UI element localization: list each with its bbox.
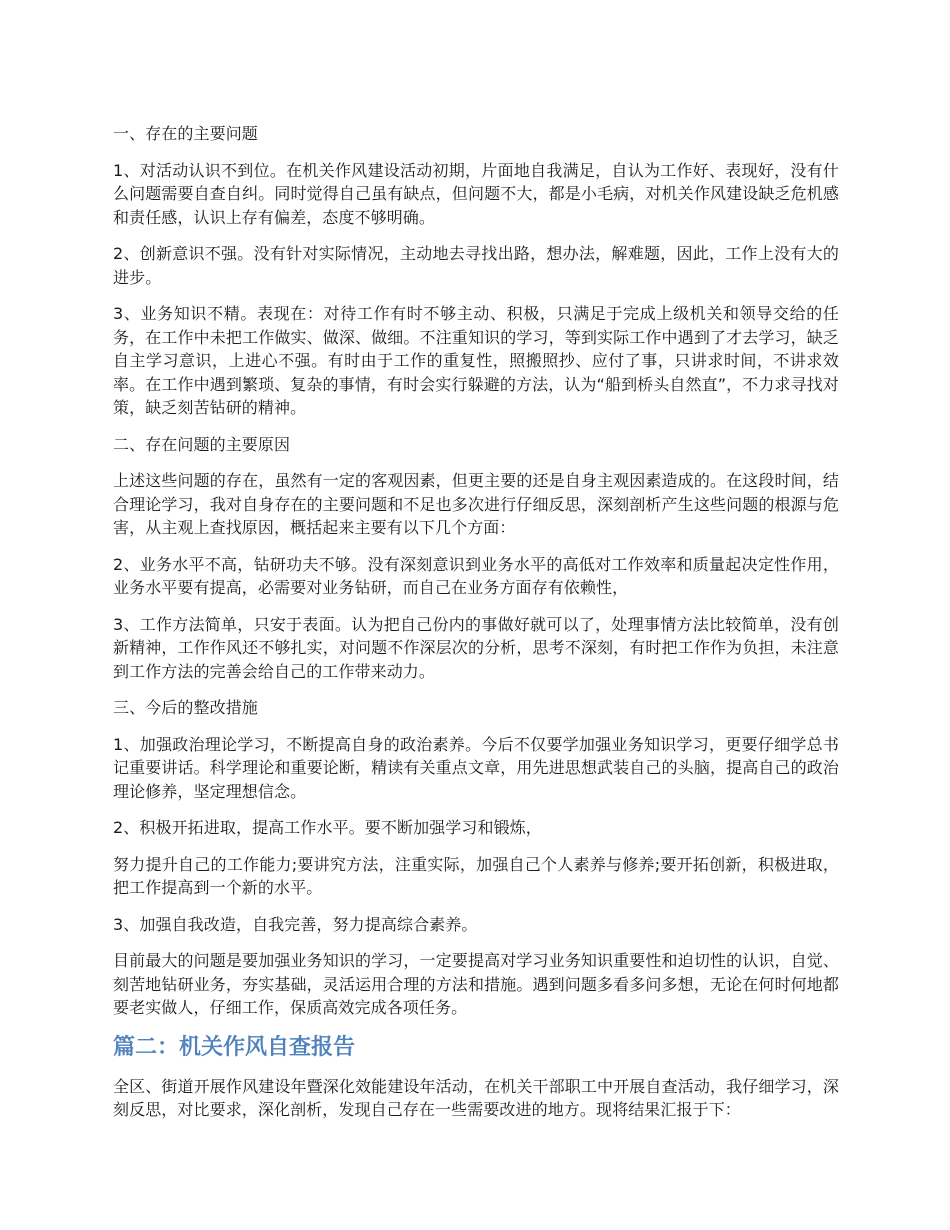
- paragraph: 3、业务知识不精。表现在：对待工作有时不够主动、积极，只满足于完成上级机关和领导交给的任务，在工作中未把工作做实、做深、做细。不注重知识的学习，等到实际工作中遇到了才去学习，缺乏自主学习意识，上进心不强。有时由于工作的重复性，照搬照抄、应付了事，只讲求时间，不讲求效率。在工作中遇到繁琐、复杂的事情，有时会实行躲避的方法，认为“船到桥头自然直”，不力求寻找对策，缺乏刻苦钻研的精神。: [113, 304, 839, 417]
- paragraph: 1、加强政治理论学习，不断提高自身的政治素养。今后不仅要学加强业务知识学习，更要仔细学总书记重要讲话。科学理论和重要论断，精读有关重点文章，用先进思想武装自己的头脑，提高自己的政治理论修养，坚定理想信念。: [113, 734, 839, 801]
- paragraph: 努力提升自己的工作能力;要讲究方法，注重实际，加强自己个人素养与修养;要开拓创新，积极进取，把工作提高到一个新的水平。: [113, 854, 839, 897]
- paragraph: 1、对活动认识不到位。在机关作风建设活动初期，片面地自我满足，自认为工作好、表现好，没有什么问题需要自查自纠。同时觉得自己虽有缺点，但问题不大，都是小毛病，对机关作风建设缺乏危机感和责任感，认识上存有偏差，态度不够明确。: [113, 160, 839, 227]
- heading-main-problems: 一、存在的主要问题: [113, 124, 258, 143]
- paragraph: 2、创新意识不强。没有针对实际情况，主动地去寻找出路，想办法，解难题，因此，工作上没有大的进步。: [113, 244, 839, 287]
- paragraph: 2、积极开拓进取，提高工作水平。要不断加强学习和锻炼，: [113, 818, 542, 837]
- section-title: 篇二：机关作风自查报告: [113, 1034, 356, 1060]
- heading-rectification-measures: 三、今后的整改措施: [113, 698, 258, 717]
- paragraph: 上述这些问题的存在，虽然有一定的客观因素，但更主要的还是自身主观因素造成的。在这段时间，结合理论学习，我对自身存在的主要问题和不足也多次进行仔细反思，深刻剖析产生这些问题的根源与危害，从主观上查找原因，概括起来主要有以下几个方面：: [113, 471, 839, 537]
- heading-main-causes: 二、存在问题的主要原因: [113, 434, 291, 454]
- paragraph: 2、业务水平不高，钻研功夫不够。没有深刻意识到业务水平的高低对工作效率和质量起决定性作用，业务水平要有提高，必需要对业务钻研，而自己在业务方面存有依赖性，: [113, 554, 839, 597]
- document-page: [113, 122, 839, 1135]
- paragraph: 全区、街道开展作风建设年暨深化效能建设年活动，在机关干部职工中开展自查活动，我仔细学习，深刻反思，对比要求，深化剖析，发现自己存在一些需要改进的地方。现将结果汇报于下：: [113, 1076, 839, 1119]
- paragraph: 3、加强自我改造，自我完善，努力提高综合素养。: [113, 914, 478, 934]
- paragraph: 目前最大的问题是要加强业务知识的学习，一定要提高对学习业务知识重要性和迫切性的认识，自觉、刻苦地钻研业务，夯实基础，灵活运用合理的方法和措施。遇到问题多看多问多想，无论在何时何地都要老实做人，仔细工作，保质高效完成各项任务。: [113, 951, 839, 1017]
- paragraph: 3、工作方法简单，只安于表面。认为把自己份内的事做好就可以了，处理事情方法比较简单，没有创新精神，工作作风还不够扎实，对问题不作深层次的分析，思考不深刻，有时把工作作为负担，未注意到工作方法的完善会给自己的工作带来动力。: [113, 614, 839, 681]
